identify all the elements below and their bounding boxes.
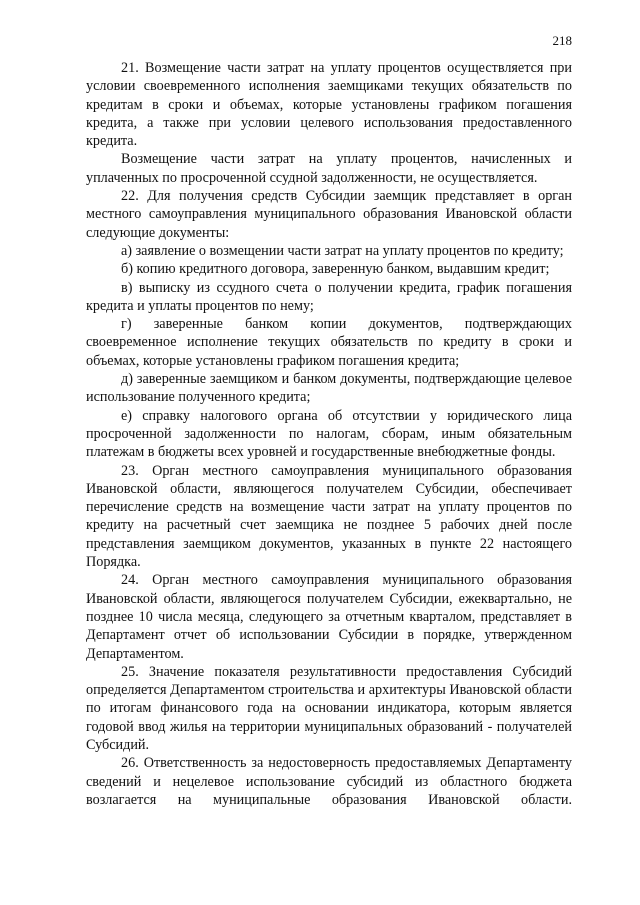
page-number: 218	[552, 33, 572, 48]
paragraph-25: 25. Значение показателя результативности предоставления Субсидий определяется Департаментом строительства и архитектуры Ивановской области по итогам финансового года на основании индикатора, которым является годовой ввод жилья на территории муниципальных образований - получателей Субсидий.	[86, 663, 572, 753]
list-item-d: д) заверенные заемщиком и банком документы, подтверждающие целевое использование полученного кредита;	[86, 371, 572, 406]
paragraph-21: 21. Возмещение части затрат на уплату процентов осуществляется при условии своевременного исполнения заемщиками текущих обязательств по кредитам в сроки и объемах, которые установлены графиком погашения кредита, а также при условии целевого использования предоставленного кредита.	[86, 60, 572, 150]
list-item-e: е) справку налогового органа об отсутствии у юридического лица просроченной задолженности по налогам, сборам, иным обязательным платежам в бюджеты всех уровней и государственные внебюджетные фонды.	[86, 407, 572, 461]
paragraph-23: 23. Орган местного самоуправления муниципального образования Ивановской области, являющегося получателем Субсидии, обеспечивает перечисление средств на возмещение части затрат на уплату процентов по кредиту на расчетный счет заемщика не позднее 5 рабочих дней после представления заемщиком документов, указанных в пункте 22 настоящего Порядка.	[86, 462, 572, 571]
document-body	[86, 59, 572, 809]
paragraph-22: 22. Для получения средств Субсидии заемщик представляет в орган местного самоуправления муниципального образования Ивановской области следующие документы:	[86, 188, 572, 241]
paragraph-21-note: Возмещение части затрат на уплату процентов, начисленных и уплаченных по просроченной ссудной задолженности, не осуществляется.	[86, 151, 572, 186]
paragraph-26: 26. Ответственность за недостоверность предоставляемых Департаменту сведений и нецелевое использование субсидий из областного бюджета возлагается на муниципальные образования Ивановской области.	[86, 755, 572, 808]
list-item-g: г) заверенные банком копии документов, подтверждающих своевременное исполнение текущих обязательств по кредиту в сроки и объемах, которые установлены графиком погашения кредита;	[86, 316, 572, 369]
list-item-a: а) заявление о возмещении части затрат на уплату процентов по кредиту;	[121, 242, 564, 259]
list-item-b: б) копию кредитного договора, заверенную банком, выдавшим кредит;	[121, 261, 550, 278]
paragraph-24: 24. Орган местного самоуправления муниципального образования Ивановской области, являющегося получателем Субсидии, ежеквартально, не позднее 10 числа месяца, следующего за отчетным кварталом, представляет в Департамент отчет об использовании Субсидии в порядке, утвержденном Департаментом.	[86, 572, 572, 662]
list-item-v: в) выписку из ссудного счета о получении кредита, график погашения кредита и уплаты процентов по нему;	[86, 279, 572, 314]
